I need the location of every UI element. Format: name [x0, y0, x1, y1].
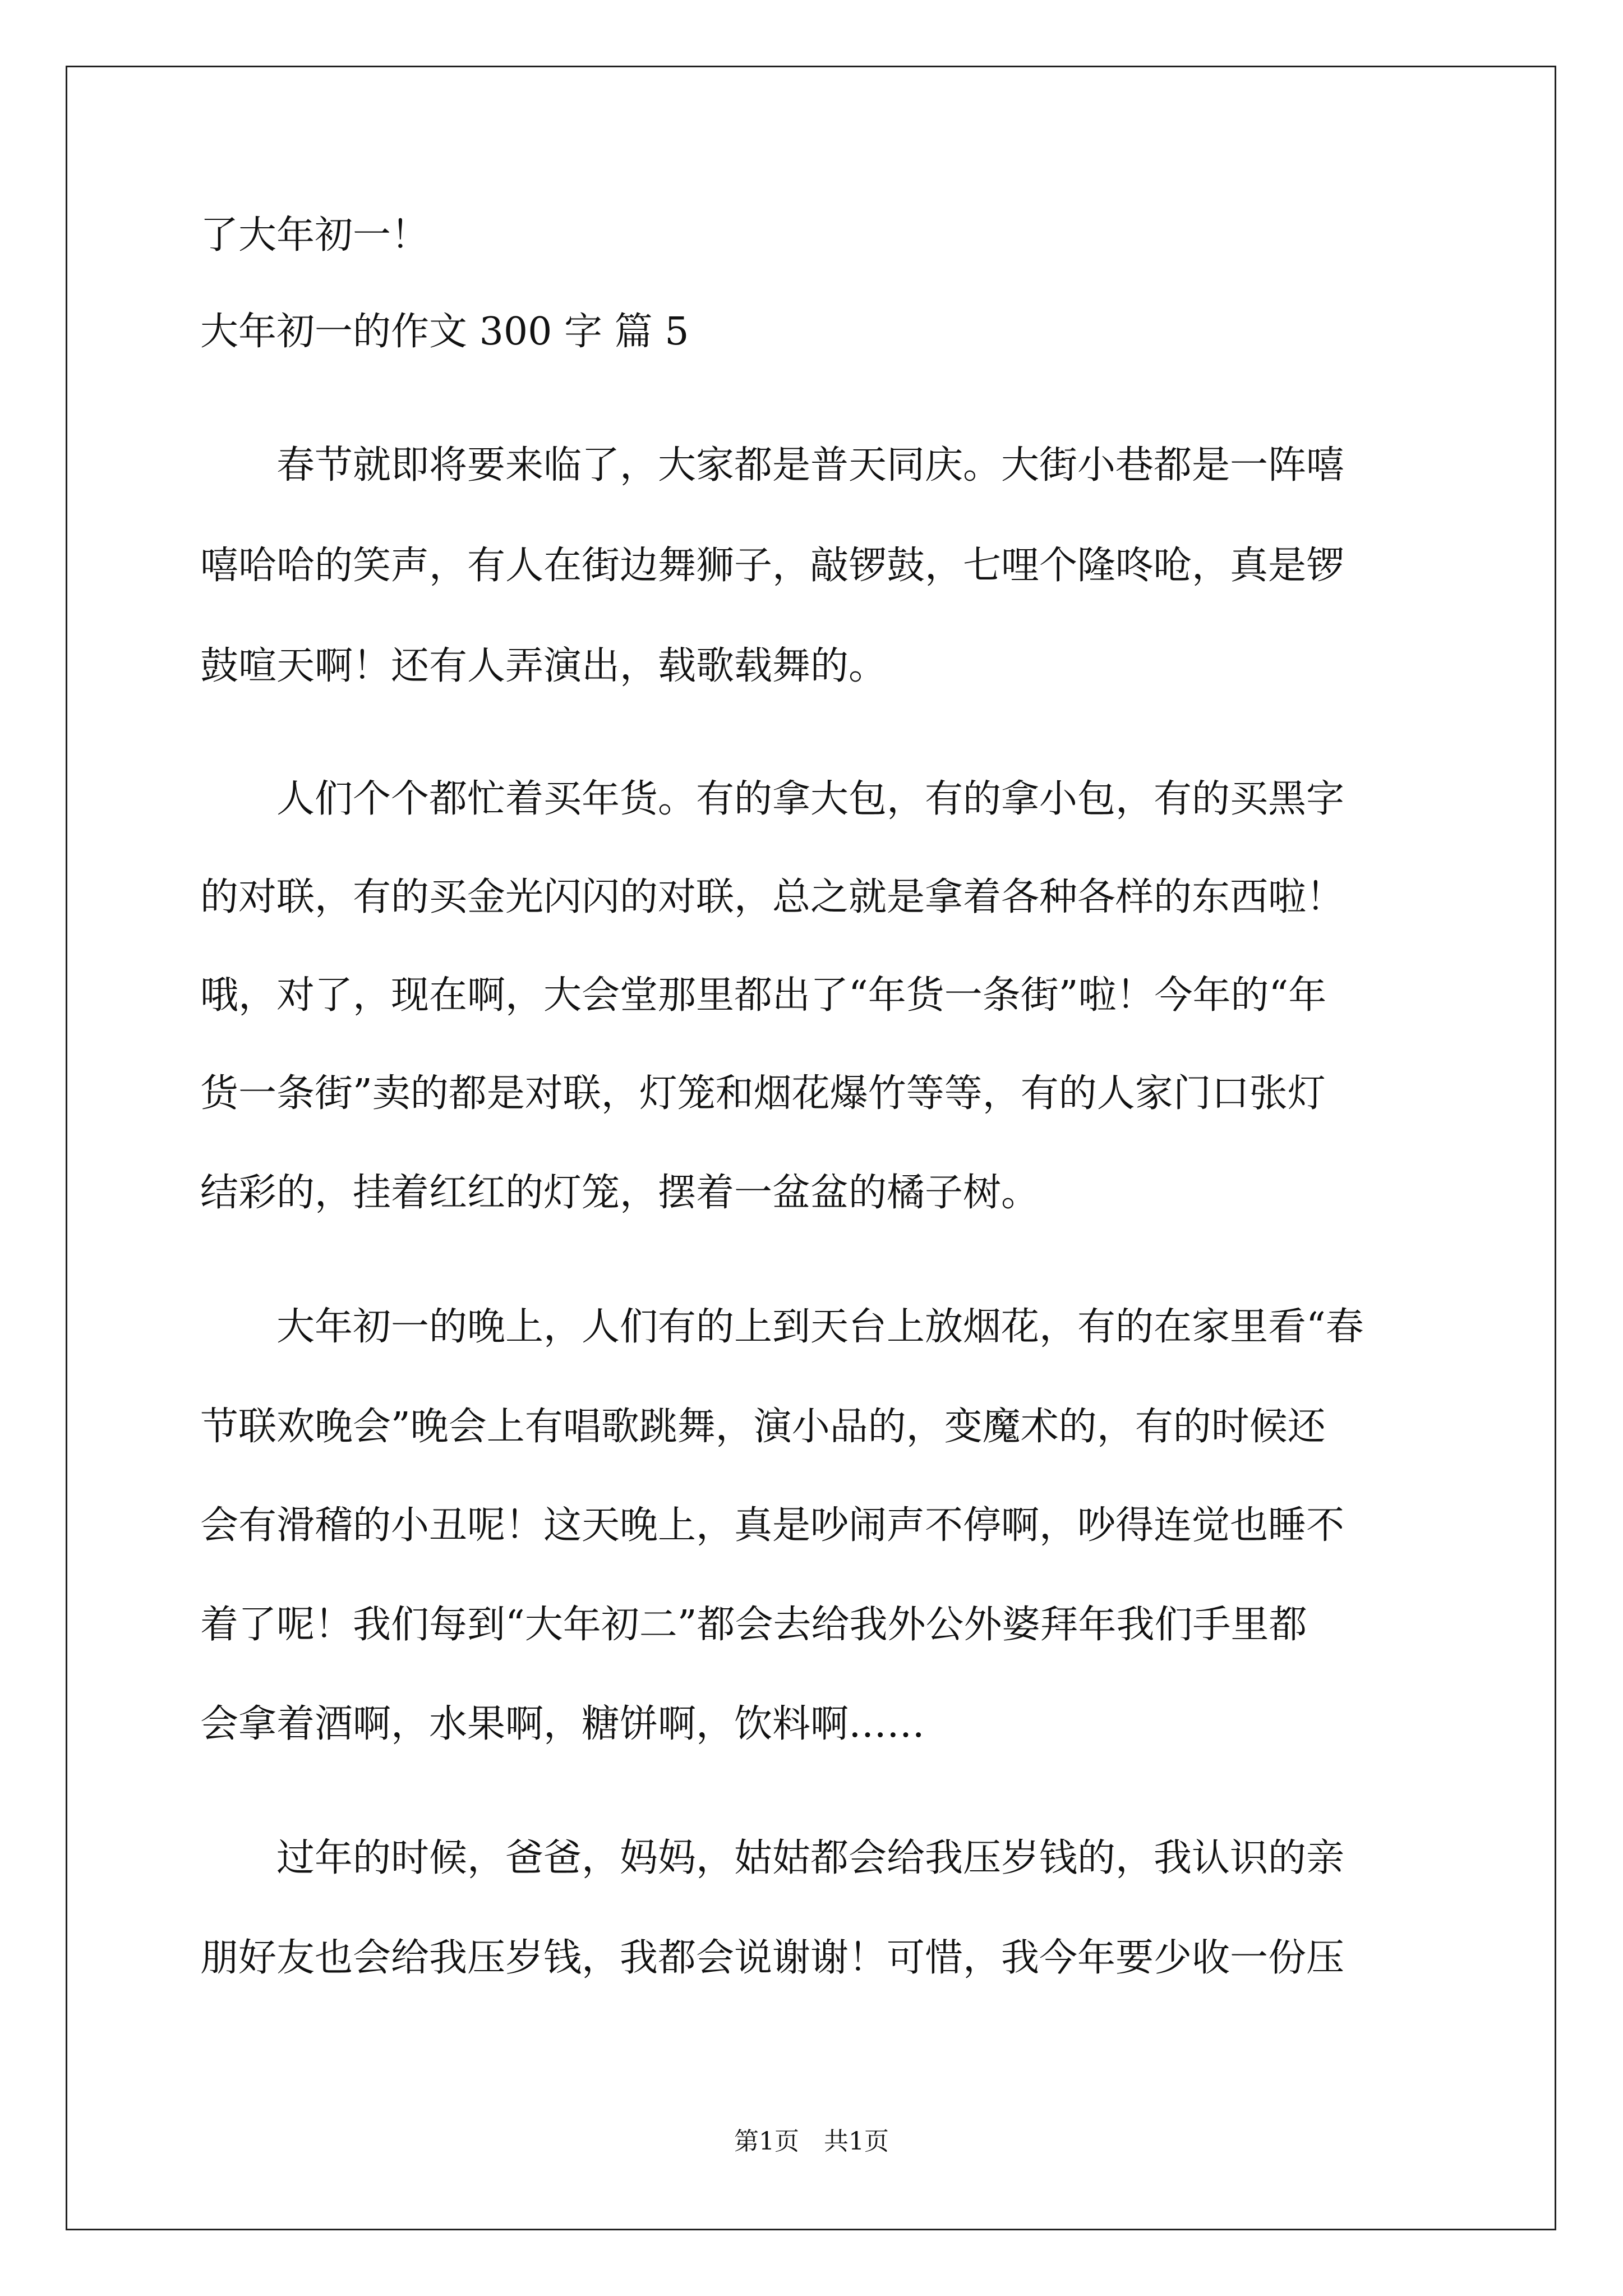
text-line: 了大年初一！ [200, 213, 430, 257]
section-heading: 大年初一的作文 300 字 篇 5 [200, 310, 689, 354]
text-line: 大年初一的晚上，人们有的上到天台上放烟花，有的在家里看“春 [200, 1305, 1364, 1349]
text-line: 的对联，有的买金光闪闪的对联，总之就是拿着各种各样的东西啦！ [200, 875, 1345, 919]
page-border [66, 66, 1556, 2230]
text-line: 春节就即将要来临了，大家都是普天同庆。大街小巷都是一阵嘻 [200, 443, 1345, 487]
text-line: 货一条街”卖的都是对联，灯笼和烟花爆竹等等，有的人家门口张灯 [200, 1071, 1326, 1116]
text-line: 哦，对了，现在啊，大会堂那里都出了“年货一条街”啦！今年的“年 [200, 973, 1327, 1018]
text-line: 人们个个都忙着买年货。有的拿大包，有的拿小包，有的买黑字 [200, 777, 1345, 821]
text-line: 嘻哈哈的笑声，有人在街边舞狮子，敲锣鼓，七哩个隆咚呛，真是锣 [200, 544, 1345, 588]
text-line: 过年的时候，爸爸，妈妈，姑姑都会给我压岁钱的，我认识的亲 [200, 1836, 1345, 1880]
text-line: 会拿着酒啊，水果啊，糖饼啊，饮料啊…… [200, 1702, 925, 1746]
page-footer: 第1页 共1页 [734, 2127, 889, 2156]
text-line: 朋好友也会给我压岁钱，我都会说谢谢！可惜，我今年要少收一份压 [200, 1936, 1345, 1980]
text-line: 会有滑稽的小丑呢！这天晚上，真是吵闹声不停啊，吵得连觉也睡不 [200, 1503, 1345, 1548]
text-line: 节联欢晚会”晚会上有唱歌跳舞，演小品的，变魔术的，有的时候还 [200, 1405, 1326, 1449]
text-line: 鼓喧天啊！还有人弄演出，载歌载舞的。 [200, 644, 887, 688]
text-line: 着了呢！我们每到“大年初二”都会去给我外公外婆拜年我们手里都 [200, 1603, 1307, 1647]
text-line: 结彩的，挂着红红的灯笼，摆着一盆盆的橘子树。 [200, 1171, 1040, 1215]
